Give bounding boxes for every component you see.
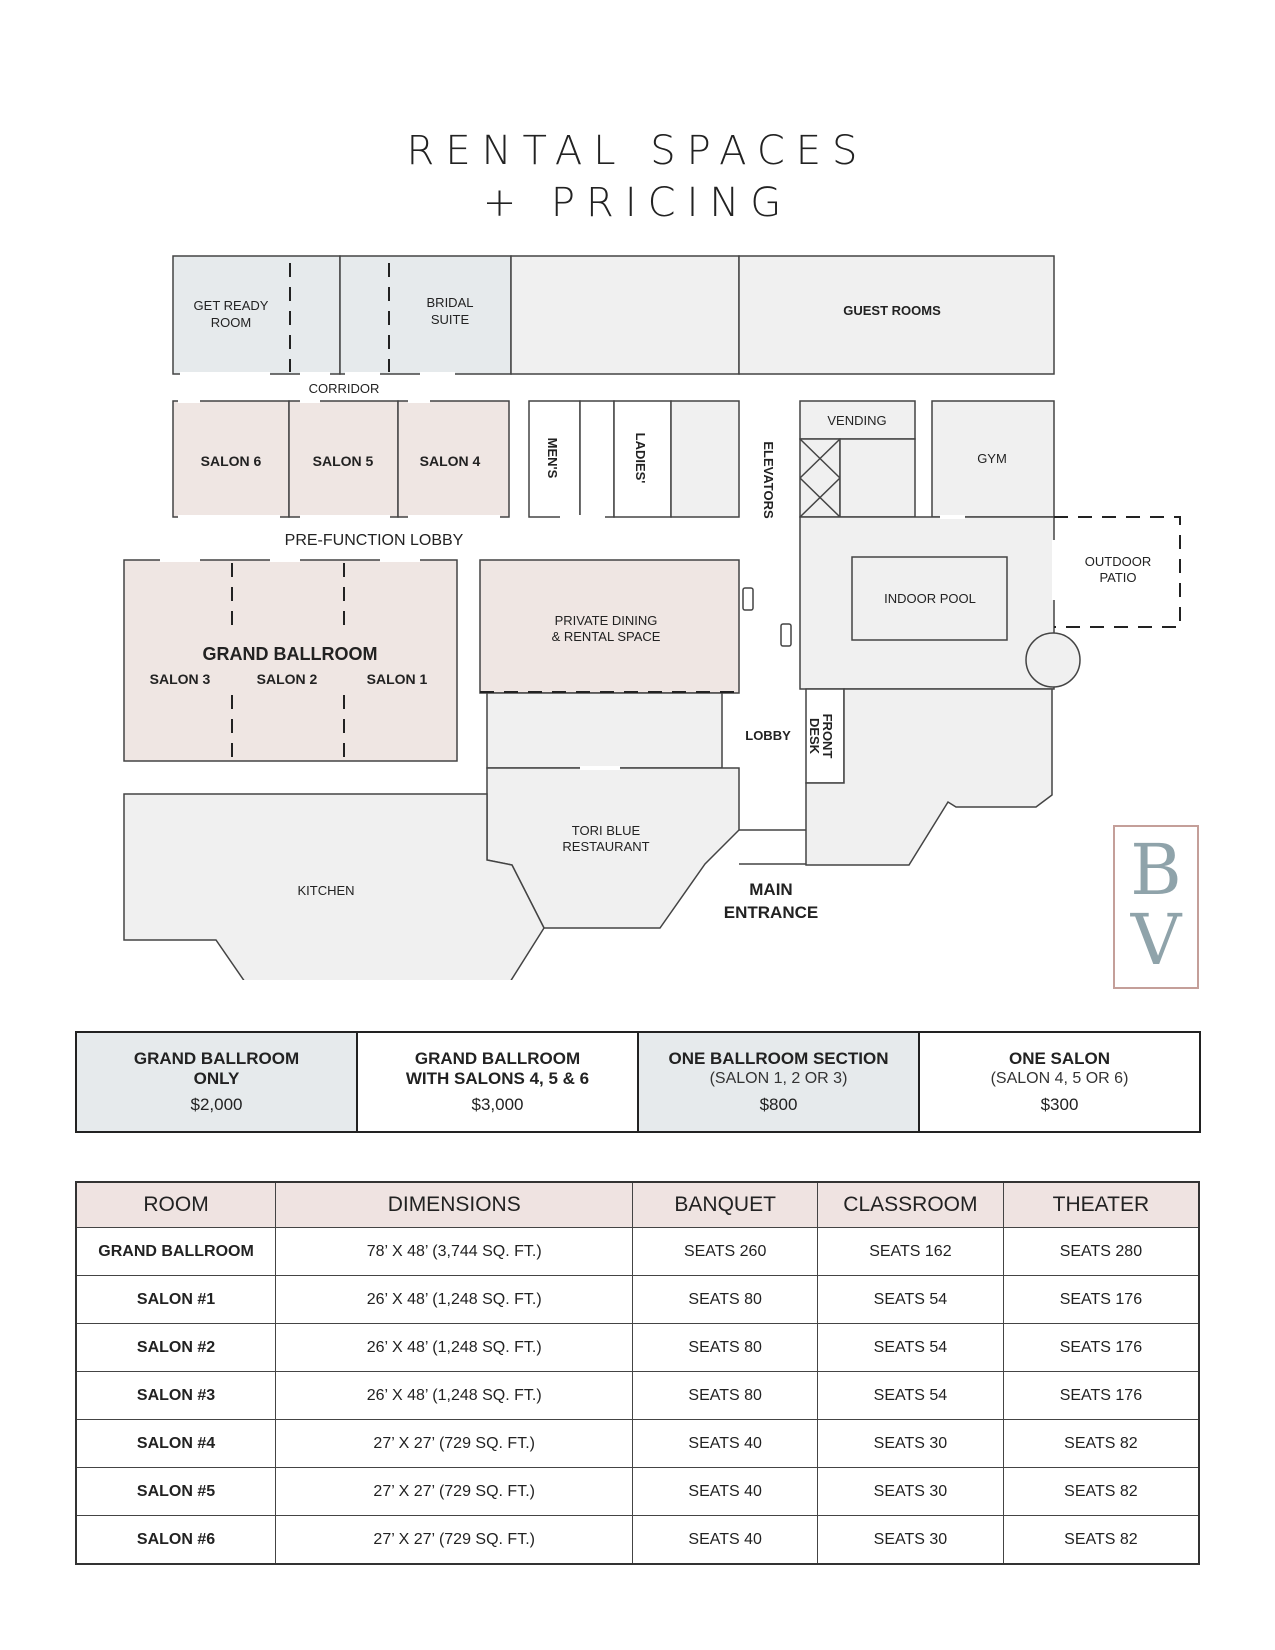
pre-function-lobby-label: PRE-FUNCTION LOBBY xyxy=(284,532,464,549)
cell-classroom: SEATS 54 xyxy=(818,1276,1004,1324)
cell-room: SALON #5 xyxy=(76,1468,276,1516)
pricing-name: GRAND BALLROOM xyxy=(414,1049,581,1068)
cell-classroom: SEATS 30 xyxy=(818,1420,1004,1468)
pricing-grand-ballroom-with-salons xyxy=(358,1033,639,1131)
cell-room: SALON #1 xyxy=(76,1276,276,1324)
cell-theater: SEATS 176 xyxy=(1003,1372,1199,1420)
pricing-name: ONE BALLROOM SECTION xyxy=(668,1049,889,1068)
elevators-label: ELEVATORS xyxy=(761,441,776,519)
elevators[interactable] xyxy=(800,439,840,517)
header-banquet: BANQUET xyxy=(633,1182,818,1228)
cell-dimensions: 26’ X 48’ (1,248 SQ. FT.) xyxy=(276,1276,633,1324)
page-title-line-1: RENTAL SPACES xyxy=(406,128,869,174)
cell-banquet: SEATS 40 xyxy=(633,1516,818,1565)
ladies-label: LADIES' xyxy=(633,432,648,484)
cell-theater: SEATS 82 xyxy=(1003,1468,1199,1516)
cell-theater: SEATS 176 xyxy=(1003,1276,1199,1324)
corridor-label: CORRIDOR xyxy=(308,381,380,396)
page-title-line-2: + PRICING xyxy=(482,180,793,226)
pricing-sub: (SALON 4, 5 OR 6) xyxy=(990,1070,1129,1087)
tori-blue-label-1: TORI BLUE xyxy=(571,823,641,838)
salon-5-label: SALON 5 xyxy=(312,453,374,469)
header-theater: THEATER xyxy=(1003,1182,1199,1228)
cell-banquet: SEATS 40 xyxy=(633,1468,818,1516)
front-desk-label-2: DESK xyxy=(807,717,822,755)
table-row xyxy=(76,1276,1199,1324)
bv-logo xyxy=(1113,825,1199,989)
pricing-grand-ballroom-only xyxy=(77,1033,358,1131)
lobby-column-2 xyxy=(781,624,791,646)
header-room: ROOM xyxy=(76,1182,276,1228)
cell-dimensions: 26’ X 48’ (1,248 SQ. FT.) xyxy=(276,1372,633,1420)
cell-room: SALON #4 xyxy=(76,1420,276,1468)
pricing-price: $3,000 xyxy=(471,1095,524,1114)
get-ready-room-label-1: GET READY xyxy=(193,298,269,313)
cell-dimensions: 27’ X 27’ (729 SQ. FT.) xyxy=(276,1468,633,1516)
guest-rooms-label: GUEST ROOMS xyxy=(843,303,941,318)
pricing-sub: (SALON 1, 2 OR 3) xyxy=(709,1070,848,1087)
grand-ballroom-label: GRAND BALLROOM xyxy=(202,644,378,664)
outdoor-patio-label-2: PATIO xyxy=(1099,570,1137,585)
hot-tub xyxy=(1026,633,1080,687)
cell-theater: SEATS 176 xyxy=(1003,1324,1199,1372)
gym-label: GYM xyxy=(977,451,1007,466)
guest-rooms-block-a xyxy=(511,256,739,374)
cell-classroom: SEATS 54 xyxy=(818,1324,1004,1372)
cell-classroom: SEATS 54 xyxy=(818,1372,1004,1420)
lobby-column-1 xyxy=(743,588,753,610)
cell-banquet: SEATS 80 xyxy=(633,1276,818,1324)
cell-banquet: SEATS 80 xyxy=(633,1372,818,1420)
pricing-one-ballroom-section xyxy=(639,1033,920,1131)
table-row xyxy=(76,1372,1199,1420)
cell-theater: SEATS 82 xyxy=(1003,1420,1199,1468)
table-row xyxy=(76,1420,1199,1468)
bridal-suite[interactable] xyxy=(340,256,511,374)
lobby-corridor xyxy=(487,693,722,768)
vending-label: VENDING xyxy=(827,413,887,428)
outdoor-patio-label-1: OUTDOOR xyxy=(1084,554,1152,569)
private-dining-label-1: PRIVATE DINING xyxy=(554,613,658,628)
capacity-table xyxy=(75,1181,1200,1565)
table-row xyxy=(76,1468,1199,1516)
table-row xyxy=(76,1516,1199,1565)
restroom-passage xyxy=(580,401,614,517)
pricing-name: ONE SALON xyxy=(1008,1049,1111,1068)
bridal-suite-label-2: SUITE xyxy=(430,312,470,327)
floor-plan xyxy=(0,240,1275,980)
salon-2-label: SALON 2 xyxy=(256,671,318,687)
cell-dimensions: 27’ X 27’ (729 SQ. FT.) xyxy=(276,1420,633,1468)
pricing-price: $300 xyxy=(1040,1095,1079,1114)
header-dimensions: DIMENSIONS xyxy=(276,1182,633,1228)
logo-letter-v: V xyxy=(1130,899,1182,981)
pricing-name: ONLY xyxy=(193,1069,240,1088)
cell-room: SALON #2 xyxy=(76,1324,276,1372)
pricing-name: WITH SALONS 4, 5 & 6 xyxy=(405,1069,590,1088)
indoor-pool-label: INDOOR POOL xyxy=(884,591,976,606)
salon-1-label: SALON 1 xyxy=(366,671,428,687)
cell-theater: SEATS 280 xyxy=(1003,1228,1199,1276)
cell-classroom: SEATS 30 xyxy=(818,1516,1004,1565)
logo-letter-b: B xyxy=(1130,829,1182,911)
cell-room: SALON #3 xyxy=(76,1372,276,1420)
cell-room: GRAND BALLROOM xyxy=(76,1228,276,1276)
main-entrance-label-2: ENTRANCE xyxy=(723,903,819,922)
vending-side-room xyxy=(840,439,915,517)
header-classroom: CLASSROOM xyxy=(818,1182,1004,1228)
pricing-bar xyxy=(75,1031,1201,1133)
salon-4-label: SALON 4 xyxy=(419,453,481,469)
cell-classroom: SEATS 30 xyxy=(818,1468,1004,1516)
pricing-price: $800 xyxy=(759,1095,798,1114)
table-row xyxy=(76,1228,1199,1276)
cell-classroom: SEATS 162 xyxy=(818,1228,1004,1276)
cell-banquet: SEATS 40 xyxy=(633,1420,818,1468)
cell-dimensions: 78’ X 48’ (3,744 SQ. FT.) xyxy=(276,1228,633,1276)
bridal-suite-label-1: BRIDAL xyxy=(426,295,474,310)
cell-banquet: SEATS 260 xyxy=(633,1228,818,1276)
main-entrance-label-1: MAIN xyxy=(749,880,793,899)
table-header-row xyxy=(76,1182,1199,1228)
salon-6-label: SALON 6 xyxy=(200,453,262,469)
service-room xyxy=(671,401,739,517)
get-ready-room[interactable] xyxy=(173,256,340,374)
cell-dimensions: 27’ X 27’ (729 SQ. FT.) xyxy=(276,1516,633,1565)
mens-label: MEN'S xyxy=(545,437,560,479)
pricing-one-salon xyxy=(920,1033,1199,1131)
private-dining-label-2: & RENTAL SPACE xyxy=(551,629,661,644)
cell-theater: SEATS 82 xyxy=(1003,1516,1199,1565)
salon-3-label: SALON 3 xyxy=(149,671,211,687)
pricing-price: $2,000 xyxy=(190,1095,243,1114)
pricing-name: GRAND BALLROOM xyxy=(133,1049,300,1068)
cell-room: SALON #6 xyxy=(76,1516,276,1565)
cell-banquet: SEATS 80 xyxy=(633,1324,818,1372)
lobby-label: LOBBY xyxy=(745,728,791,743)
cell-dimensions: 26’ X 48’ (1,248 SQ. FT.) xyxy=(276,1324,633,1372)
front-desk-label-1: FRONT xyxy=(820,713,835,759)
tori-blue-label-2: RESTAURANT xyxy=(562,839,650,854)
kitchen-label: KITCHEN xyxy=(297,883,355,898)
table-row xyxy=(76,1324,1199,1372)
get-ready-room-label-2: ROOM xyxy=(210,315,252,330)
